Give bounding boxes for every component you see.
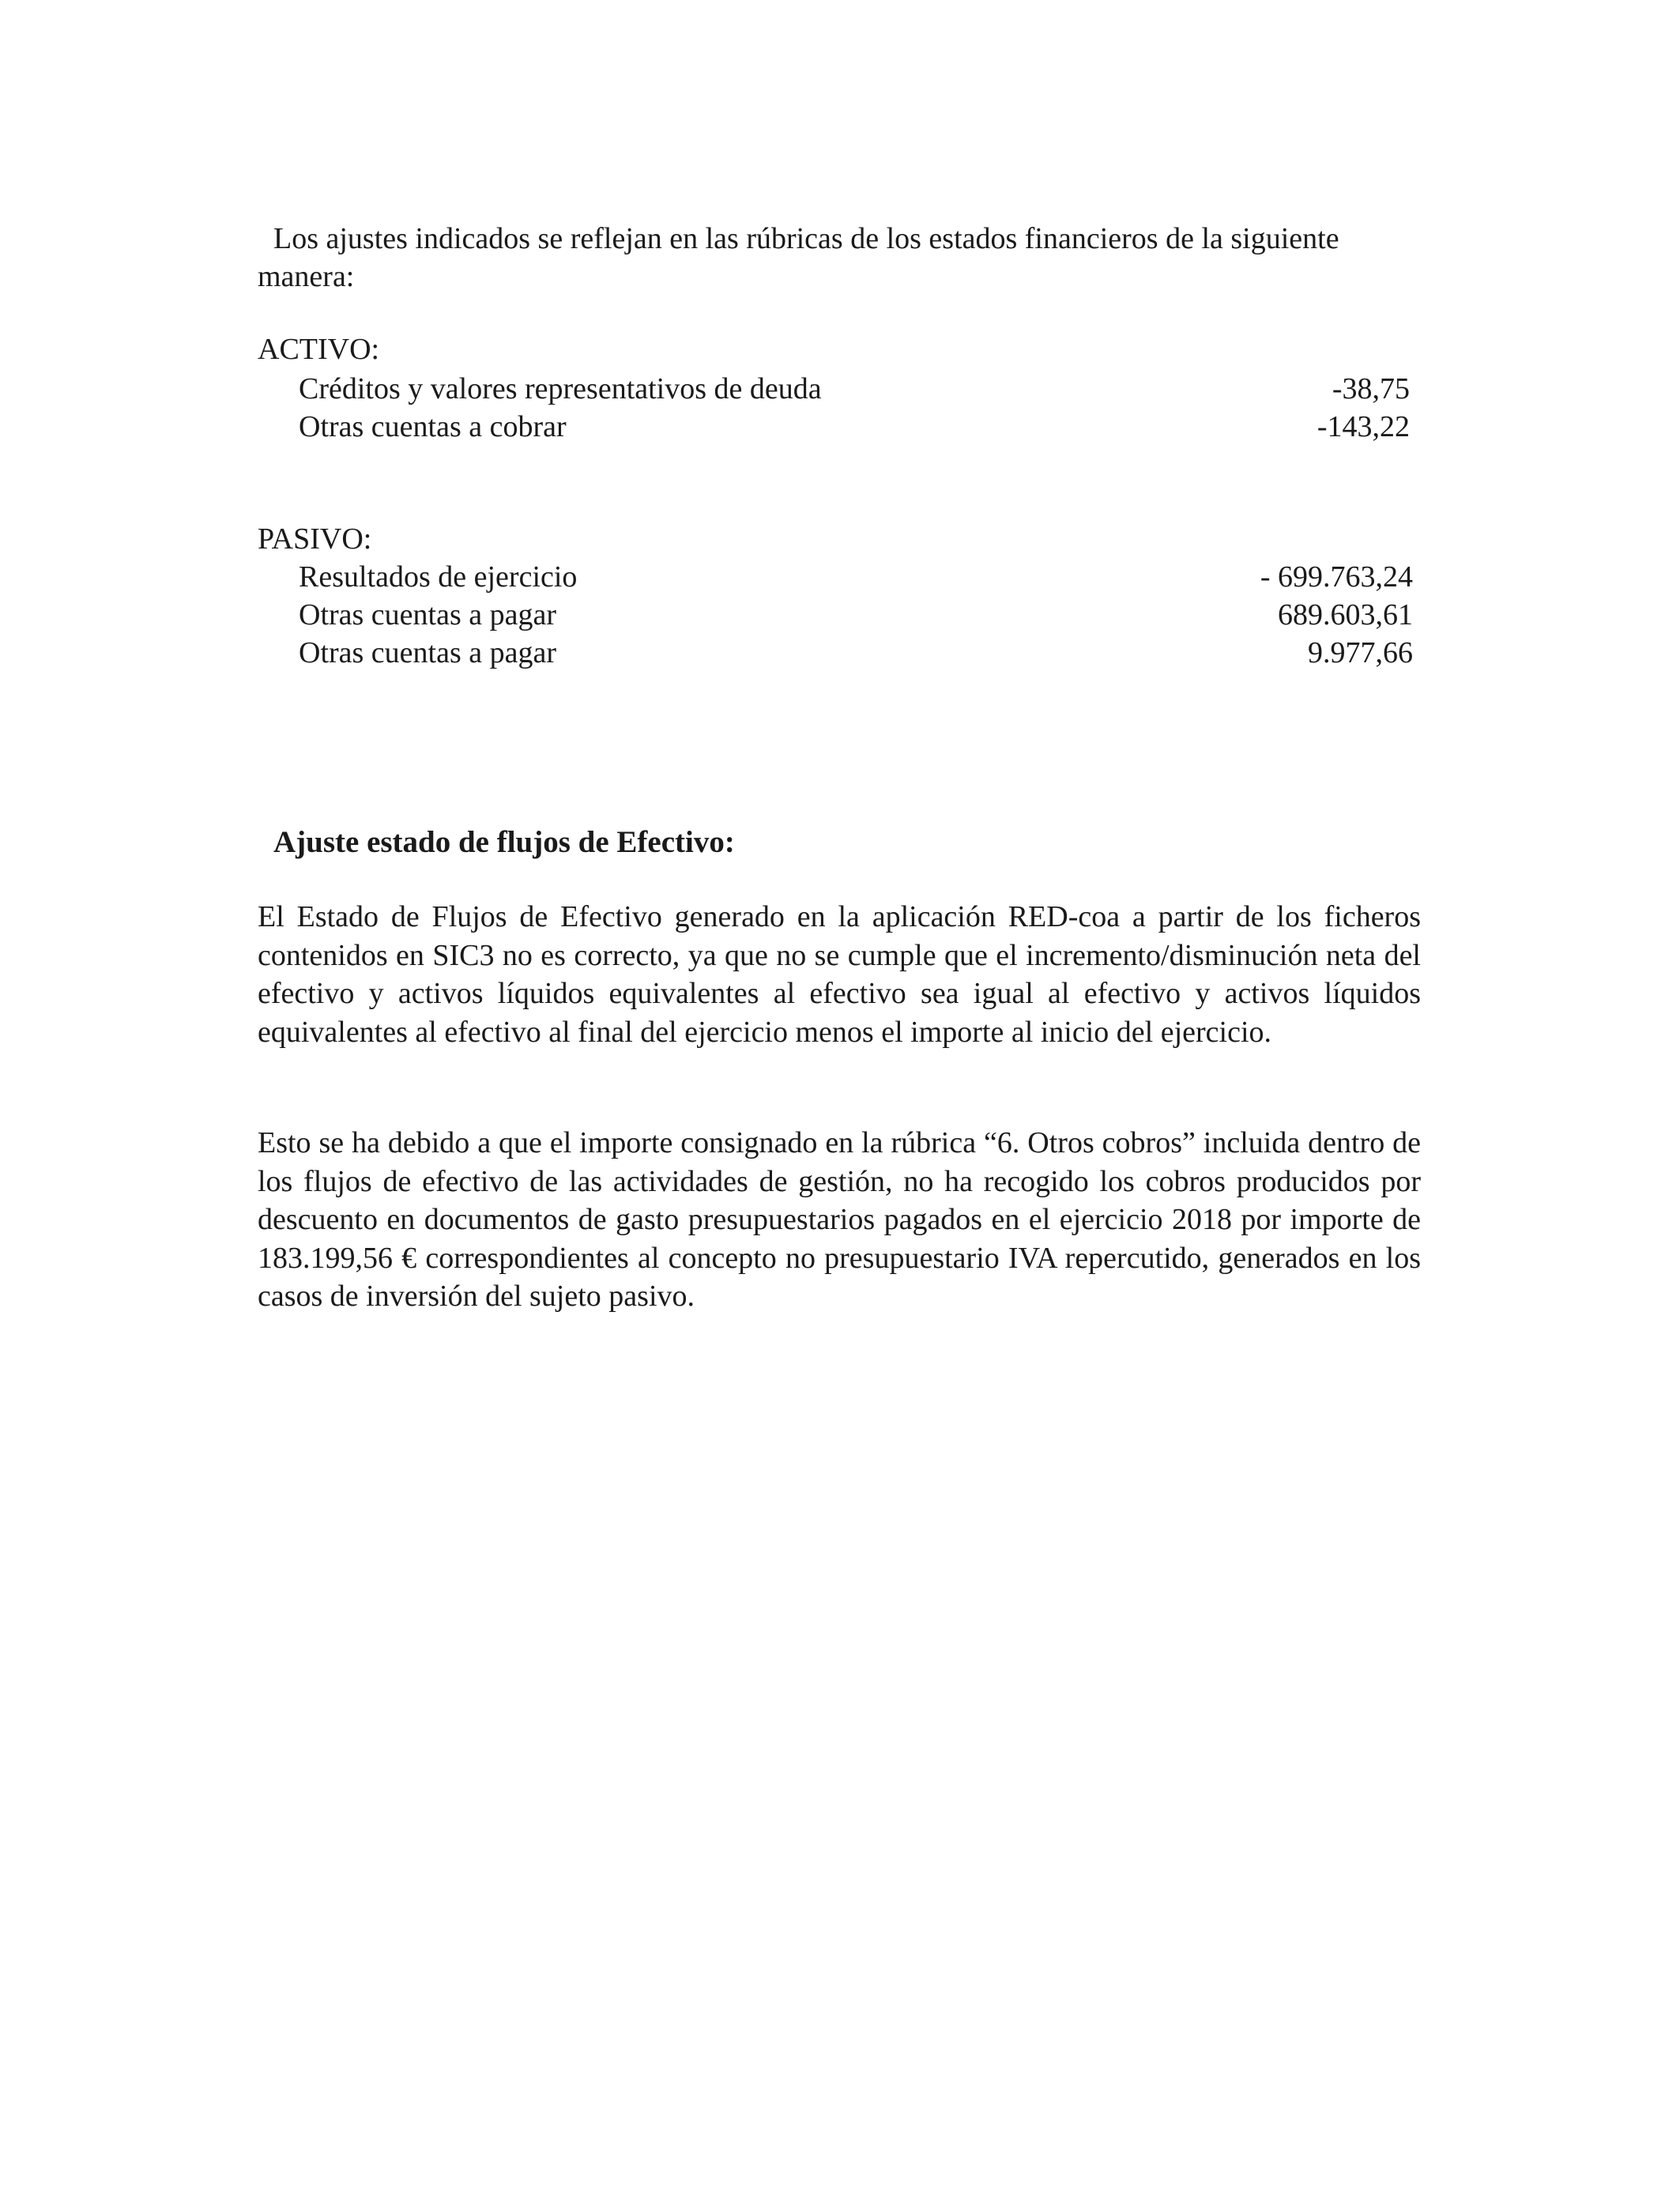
pasivo-row xyxy=(299,634,1413,672)
pasivo-row-label: Otras cuentas a pagar xyxy=(299,636,557,669)
activo-row-value: -38,75 xyxy=(1332,372,1410,405)
pasivo-row-value: - 699.763,24 xyxy=(1260,560,1413,594)
activo-row-label: Otras cuentas a cobrar xyxy=(299,410,567,443)
flujos-paragraph-2: Esto se ha debido a que el importe consignado en la rúbrica “6. Otros cobros” incluida dentro de los flujos de efectivo de las actividades de gestión, no ha recogido los cobros producidos por descuento en documentos de gasto presupuestarios pagados en el ejercicio 2018 por importe de 183.199,56 € correspondientes al concepto no presupuestario IVA repercutido, generados en los casos de inversión del sujeto pasivo. xyxy=(258,1126,1421,1313)
pasivo-row xyxy=(299,596,1413,634)
pasivo-title: PASIVO: xyxy=(258,522,372,556)
flujos-paragraph-1: El Estado de Flujos de Efectivo generado en la aplicación RED-coa a partir de los ficheros contenidos en SIC3 no es correcto, ya que no se cumple que el incremento/disminución neta del efectivo y activos líquidos equivalentes al efectivo sea igual al efectivo y activos líquidos equivalentes al efectivo al final del ejercicio menos el importe al inicio del ejercicio. xyxy=(258,900,1421,1049)
activo-row-label: Créditos y valores representativos de deuda xyxy=(299,372,822,405)
intro-paragraph: Los ajustes indicados se reflejan en las rúbricas de los estados financieros de la siguiente manera: xyxy=(258,222,1339,293)
pasivo-row xyxy=(299,558,1413,596)
pasivo-row-value: 9.977,66 xyxy=(1308,636,1413,669)
pasivo-row-value: 689.603,61 xyxy=(1278,598,1413,631)
activo-row xyxy=(299,370,1410,408)
pasivo-row-label: Otras cuentas a pagar xyxy=(299,598,557,631)
activo-row-value: -143,22 xyxy=(1317,410,1410,443)
activo-row xyxy=(299,408,1410,446)
pasivo-row-label: Resultados de ejercicio xyxy=(299,560,578,594)
activo-title: ACTIVO: xyxy=(258,333,380,366)
flujos-heading: Ajuste estado de flujos de Efectivo: xyxy=(273,825,735,859)
